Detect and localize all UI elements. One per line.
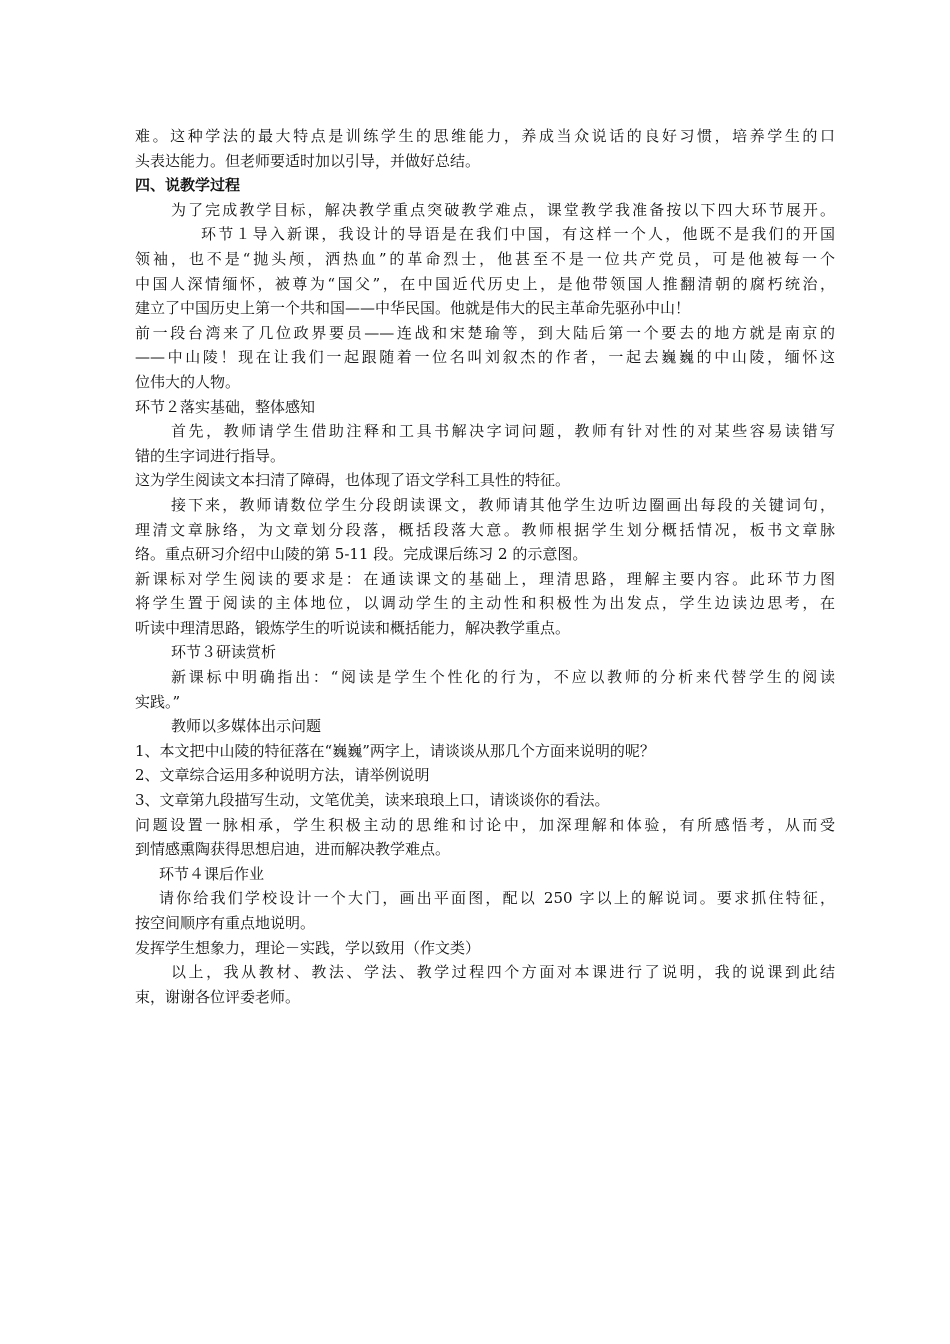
section-heading: 四、说教学过程: [135, 176, 241, 195]
paragraph-line: 听读中理清思路，锻炼学生的听说读和概括能力，解决教学重点。: [135, 618, 571, 637]
paragraph-line: 问题设置一脉相承，学生积极主动的思维和讨论中，加深理解和体验，有所感悟考，从而受: [135, 815, 835, 834]
paragraph-line: 环节１导入新课，我设计的导语是在我们中国，有这样一个人，他既不是我们的开国: [201, 225, 835, 244]
paragraph-line: 错的生字词进行指导。: [135, 446, 286, 465]
paragraph-line: 这为学生阅读文本扫清了障碍，也体现了语文学科工具性的特征。: [135, 471, 571, 490]
paragraph-line: 为了完成教学目标，解决教学重点突破教学难点，课堂教学我准备按以下四大环节展开。: [171, 200, 835, 219]
paragraph-line: 位伟大的人物。: [135, 372, 241, 391]
question-item: 1、本文把中山陵的特征落在“巍巍”两字上，请谈谈从那几个方面来说明的呢？: [135, 741, 655, 760]
paragraph-line: 建立了中国历史上第一个共和国——中华民国。他就是伟大的民主革命先驱孙中山！: [135, 299, 691, 318]
paragraph-line: 新课标对学生阅读的要求是：在通读课文的基础上，理清思路，理解主要内容。此环节力图: [135, 569, 835, 588]
paragraph-line: 络。重点研习介绍中山陵的第 5-11 段。完成课后练习 2 的示意图。: [135, 545, 588, 564]
paragraph-line: 按空间顺序有重点地说明。: [135, 914, 316, 932]
paragraph-line: 束，谢谢各位评委老师。: [135, 987, 301, 1006]
paragraph-line: 到情感熏陶获得思想启迪，进而解决教学难点。: [135, 840, 451, 859]
paragraph-line: 以上，我从教材、教法、学法、教学过程四个方面对本课进行了说明，我的说课到此结: [171, 963, 835, 982]
paragraph-line: 实践。”: [135, 692, 181, 711]
paragraph-line: 发挥学生想象力，理论－实践，学以致用（作文类）: [135, 938, 481, 957]
paragraph-line: 头表达能力。但老师要适时加以引导，并做好总结。: [135, 151, 481, 170]
paragraph-line: 请你给我们学校设计一个大门，画出平面图，配以 250 字以上的解说词。要求抓住特征，: [159, 889, 835, 908]
paragraph-line: 领袖，也不是“抛头颅，洒热血”的革命烈士，他甚至不是一位共产党员，可是他被每一个: [135, 249, 835, 268]
paragraph-line: 前一段台湾来了几位政界要员——连战和宋楚瑜等，到大陆后第一个要去的地方就是南京的: [135, 323, 835, 342]
question-item: 3、文章第九段描写生动，文笔优美，读来琅琅上口，请谈谈你的看法。: [135, 791, 610, 810]
paragraph-line: 接下来，教师请数位学生分段朗读课文，教师请其他学生边听边圈画出每段的关键词句，: [171, 495, 835, 514]
subsection-heading: 环节２落实基础，整体感知: [135, 397, 316, 416]
paragraph-line: 中国人深情缅怀，被尊为“国父”，在中国近代历史上，是他带领国人推翻清朝的腐朽统治，: [135, 274, 835, 293]
subsection-heading: 环节３研读赏析: [171, 643, 277, 662]
paragraph-line: 难。这种学法的最大特点是训练学生的思维能力，养成当众说话的良好习惯，培养学生的口: [135, 127, 835, 145]
paragraph-line: ——中山陵！现在让我们一起跟随着一位名叫刘叙杰的作者，一起去巍巍的中山陵，缅怀这: [135, 348, 835, 367]
paragraph-line: 将学生置于阅读的主体地位，以调动学生的主动性和积极性为出发点，学生边读边思考，在: [135, 594, 835, 613]
subsection-heading: 环节４课后作业: [159, 864, 265, 883]
paragraph-line: 新课标中明确指出：“阅读是学生个性化的行为，不应以教师的分析来代替学生的阅读: [171, 668, 835, 687]
paragraph-line: 教师以多媒体出示问题: [171, 717, 322, 736]
question-item: 2、文章综合运用多种说明方法，请举例说明: [135, 766, 430, 785]
paragraph-line: 理清文章脉络，为文章划分段落，概括段落大意。教师根据学生划分概括情况，板书文章脉: [135, 520, 835, 539]
document-page: [135, 124, 835, 1009]
paragraph-line: 首先，教师请学生借助注释和工具书解决字词问题，教师有针对性的对某些容易读错写: [171, 422, 835, 441]
